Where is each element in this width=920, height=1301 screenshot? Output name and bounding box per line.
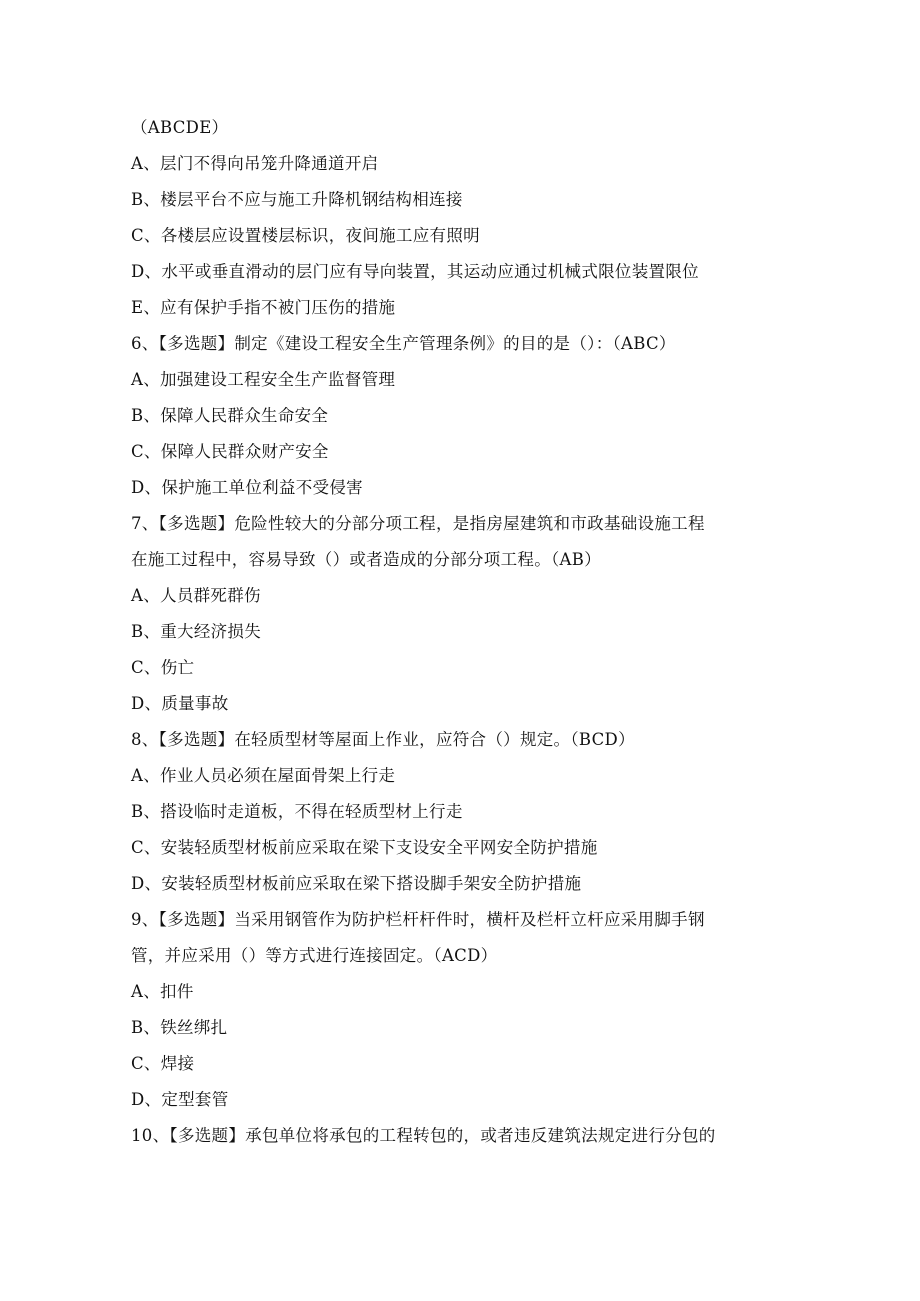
option-line: D、质量事故 [131, 694, 229, 713]
option-line: A、层门不得向吊笼升降通道开启 [131, 154, 379, 173]
option-line: A、人员群死群伤 [131, 586, 261, 605]
question-line: 在施工过程中，容易导致（）或者造成的分部分项工程。（AB） [131, 550, 601, 569]
option-line: E、应有保护手指不被门压伤的措施 [131, 298, 396, 317]
document-body [131, 110, 831, 1154]
option-line: A、扣件 [131, 982, 194, 1001]
option-line: C、安装轻质型材板前应采取在梁下支设安全平网安全防护措施 [131, 838, 598, 857]
option-line: C、各楼层应设置楼层标识，夜间施工应有照明 [131, 226, 480, 245]
question-line: 9、【多选题】当采用钢管作为防护栏杆杆件时，横杆及栏杆立杆应采用脚手钢 [131, 910, 705, 929]
option-line: D、安装轻质型材板前应采取在梁下搭设脚手架安全防护措施 [131, 874, 582, 893]
option-line: B、楼层平台不应与施工升降机钢结构相连接 [131, 190, 463, 209]
option-line: C、焊接 [131, 1054, 195, 1073]
question-line: 7、【多选题】危险性较大的分部分项工程，是指房屋建筑和市政基础设施工程 [131, 514, 705, 533]
question-line: 8、【多选题】在轻质型材等屋面上作业，应符合（）规定。（BCD） [131, 730, 635, 749]
option-line: B、搭设临时走道板，不得在轻质型材上行走 [131, 802, 463, 821]
option-line: A、加强建设工程安全生产监督管理 [131, 370, 396, 389]
option-line: B、保障人民群众生命安全 [131, 406, 329, 425]
question-line: 管，并应采用（）等方式进行连接固定。（ACD） [131, 946, 498, 965]
option-line: B、重大经济损失 [131, 622, 262, 641]
option-line: B、铁丝绑扎 [131, 1018, 228, 1037]
option-line: D、定型套管 [131, 1090, 229, 1109]
text-line: （ABCDE） [131, 118, 229, 137]
option-line: D、水平或垂直滑动的层门应有导向装置，其运动应通过机械式限位装置限位 [131, 262, 699, 281]
option-line: C、伤亡 [131, 658, 195, 677]
question-line: 6、【多选题】制定《建设工程安全生产管理条例》的目的是（）：（ABC） [131, 334, 676, 353]
option-line: A、作业人员必须在屋面骨架上行走 [131, 766, 396, 785]
question-line: 10、【多选题】承包单位将承包的工程转包的，或者违反建筑法规定进行分包的 [131, 1126, 716, 1145]
option-line: C、保障人民群众财产安全 [131, 442, 329, 461]
option-line: D、保护施工单位利益不受侵害 [131, 478, 363, 497]
